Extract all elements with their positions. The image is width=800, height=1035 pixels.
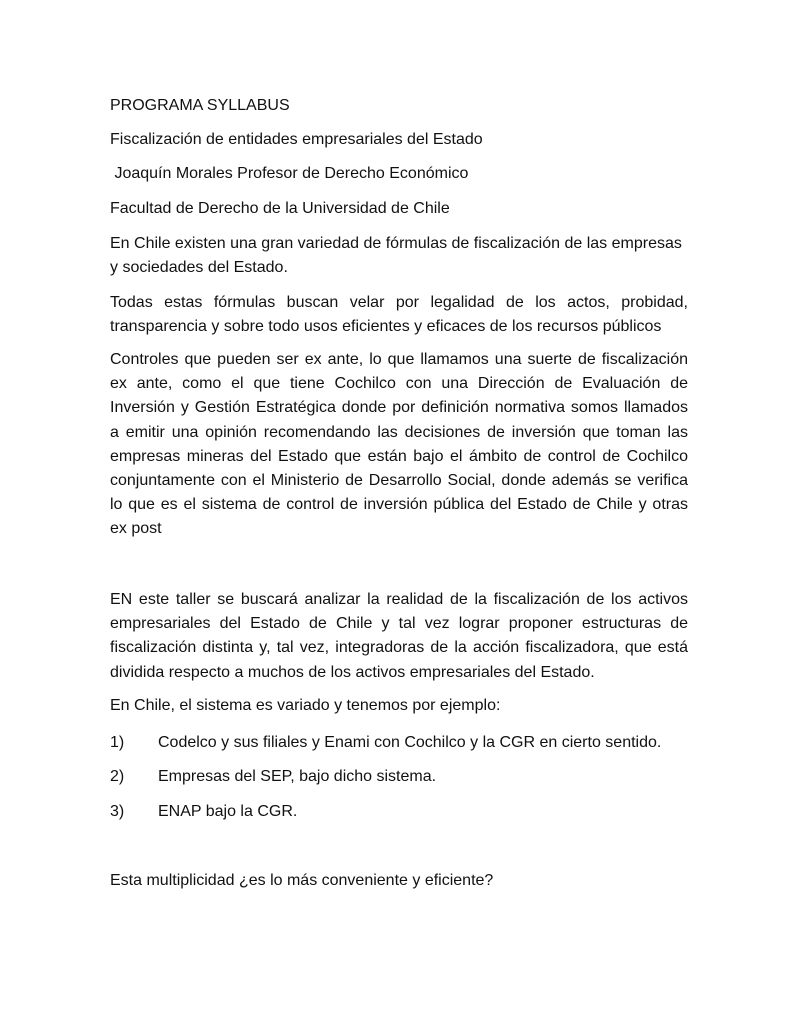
closing-question: Esta multiplicidad ¿es lo más conveniente y eficiente? [110, 872, 494, 889]
paragraph-controls: Controles que pueden ser ex ante, lo que llamamos una suerte de fiscalización ex ante, como el que tiene Cochilco con una Dirección de Evaluación de Inversión y Gestión Estratégica donde por definición normativa somos llamados a emitir una opinión recomendando las decisiones de inversión que toman las empresas mineras del Estado que están bajo el ámbito de control de Cochilco conjuntamente con el Ministerio de Desarrollo Social, donde además se verifica lo que es el sistema de control de inversión pública del Estado de Chile y otras ex post [110, 351, 688, 538]
paragraph-goals: Todas estas fórmulas buscan velar por legalidad de los actos, probidad, transparencia y sobre todo usos eficientes y eficaces de los recursos públicos [110, 294, 688, 336]
professor-line: Joaquín Morales Profesor de Derecho Económico [110, 165, 469, 182]
faculty-line: Facultad de Derecho de la Universidad de Chile [110, 200, 450, 217]
list-item: ENAP bajo la CGR. [158, 803, 298, 820]
paragraph-intro: En Chile existen una gran variedad de fórmulas de fiscalización de las empresas y sociedades del Estado. [110, 235, 682, 277]
list-item-number: 2) [110, 768, 125, 785]
list-item-number: 3) [110, 803, 125, 820]
course-name: Fiscalización de entidades empresariales del Estado [110, 131, 483, 148]
list-item-number: 1) [110, 734, 125, 751]
list-item: Empresas del SEP, bajo dicho sistema. [158, 768, 437, 785]
paragraph-workshop: EN este taller se buscará analizar la realidad de la fiscalización de los activos empresariales del Estado de Chile y tal vez lograr proponer estructuras de fiscalización distinta y, tal vez, integradoras de la acción fiscalizadora, que está dividida respecto a muchos de los activos empresariales del Estado. [110, 591, 688, 681]
document-title: PROGRAMA SYLLABUS [110, 97, 290, 114]
paragraph-examples: En Chile, el sistema es variado y tenemos por ejemplo: [110, 697, 501, 714]
list-item: Codelco y sus filiales y Enami con Cochilco y la CGR en cierto sentido. [158, 734, 662, 751]
